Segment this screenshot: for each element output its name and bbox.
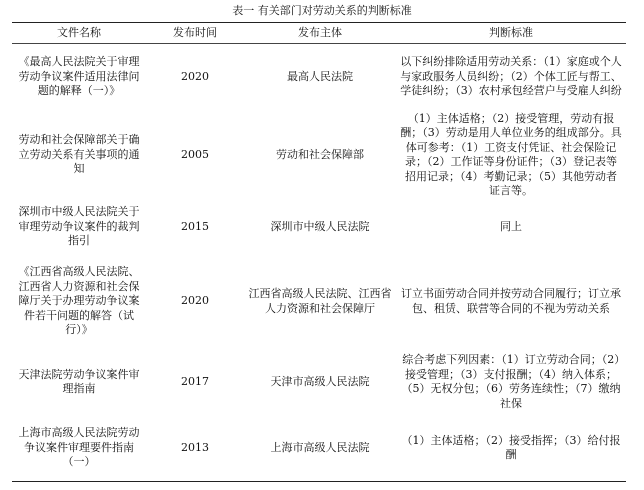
header-criteria: 判断标准 bbox=[489, 25, 533, 39]
cell-issuer: 深圳市中级人民法院 bbox=[270, 219, 370, 233]
cell-criteria: 综合考虑下列因素：（1）订立劳动合同；（2）接受管理；（3）支付报酬；（4）纳入体系；（5）无权分包；（6）劳务连续性；（7）缴纳社保 bbox=[401, 353, 621, 410]
header-doc-name: 文件名称 bbox=[57, 25, 101, 39]
cell-criteria: 订立书面劳动合同并按劳动合同履行；订立承包、租赁、联营等合同的不视为劳动关系 bbox=[401, 287, 621, 315]
cell-criteria: 以下纠纷排除适用劳动关系：（1）家庭或个人与家政服务人员纠纷；（2）个体工匠与帮工、学徒纠纷；（3）农村承包经营户与受雇人纠纷 bbox=[400, 55, 622, 98]
cell-year: 2020 bbox=[181, 69, 209, 83]
table-row bbox=[12, 110, 626, 200]
cell-criteria: 同上 bbox=[500, 219, 522, 233]
cell-doc-name: 天津法院劳动争议案件审理指南 bbox=[18, 367, 140, 395]
table-caption: 表一 有关部门对劳动关系的判断标准 bbox=[232, 4, 412, 17]
table-row bbox=[12, 254, 626, 349]
cell-doc-name: 劳动和社会保障部关于确立劳动关系有关事项的通知 bbox=[18, 133, 140, 176]
cell-year: 2020 bbox=[181, 294, 209, 308]
cell-doc-name: 上海市高级人民法院劳动争议案件审理要件指南（一） bbox=[18, 426, 140, 469]
table-row bbox=[12, 200, 626, 254]
header-issuer: 发布主体 bbox=[298, 25, 342, 39]
cell-issuer: 江西省高级人民法院、江西省人力资源和社会保障厅 bbox=[248, 287, 392, 315]
cell-issuer: 劳动和社会保障部 bbox=[276, 147, 364, 161]
cell-year: 2005 bbox=[181, 147, 209, 161]
cell-issuer: 上海市高级人民法院 bbox=[270, 440, 370, 454]
table-row bbox=[12, 415, 626, 482]
cell-year: 2015 bbox=[181, 219, 209, 233]
cell-doc-name: 深圳市中级人民法院关于审理劳动争议案件的裁判指引 bbox=[18, 205, 140, 248]
table-row bbox=[12, 44, 626, 111]
table-header-row bbox=[12, 23, 626, 44]
header-publish-date: 发布时间 bbox=[173, 25, 217, 39]
cell-year: 2017 bbox=[181, 374, 209, 388]
cell-issuer: 天津市高级人民法院 bbox=[270, 374, 370, 388]
cell-doc-name: 《最高人民法院关于审理劳动争议案件适用法律问题的解释（一）》 bbox=[18, 55, 140, 98]
table-row bbox=[12, 349, 626, 415]
cell-criteria: （1）主体适格；（2）接受管理，劳动有报酬；（3）劳动是用人单位业务的组成部分。具体可参考：（1）工资支付凭证、社会保险记录；（2）工作证等身份证件；（3）登记表等招用记录；（4）考勤记录；（5）其他劳动者证言等。 bbox=[400, 111, 622, 197]
cell-year: 2013 bbox=[181, 440, 209, 454]
cell-criteria: （1）主体适格；（2）接受指挥；（3）给付报酬 bbox=[401, 433, 621, 461]
criteria-table bbox=[12, 22, 626, 482]
cell-issuer: 最高人民法院 bbox=[287, 69, 353, 83]
cell-doc-name: 《江西省高级人民法院、江西省人力资源和社会保障厅关于办理劳动争议案件若干问题的解答（试行）》 bbox=[18, 265, 140, 337]
